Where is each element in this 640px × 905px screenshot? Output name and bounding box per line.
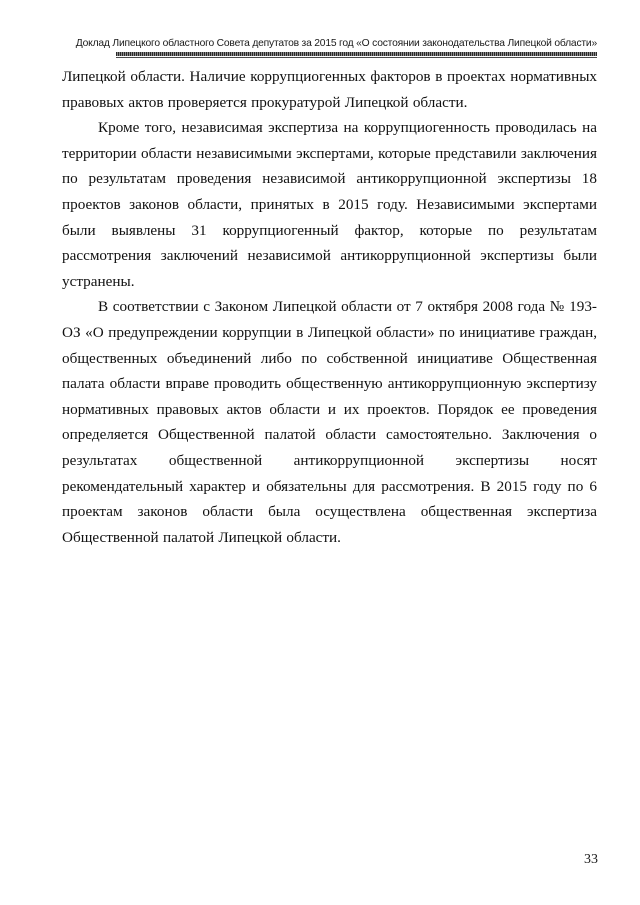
header-underline xyxy=(116,57,597,58)
header-double-rule xyxy=(116,52,597,56)
page-number: 33 xyxy=(584,852,598,867)
paragraph-continuation: Липецкой области. Наличие коррупциогенных факторов в проектах нормативных правовых актов проверяется прокуратурой Липецкой области. xyxy=(62,68,597,111)
running-header: Доклад Липецкого областного Совета депутатов за 2015 год «О состоянии законодательства Липецкой области» xyxy=(75,38,597,49)
paragraph-independent-expertise: Кроме того, независимая экспертиза на коррупциогенность проводилась на территории области независимыми экспертами, которые представили заключения по результатам проведения независимой антикоррупционной экспертизы 18 проектов законов области, принятых в 2015 году. Независимыми экспертами были выявлены 31 коррупциогенный фактор, которые по результатам рассмотрения заключений независимой антикоррупционной экспертизы были устранены. xyxy=(62,119,597,290)
document-body xyxy=(62,64,597,550)
paragraph-public-chamber-expertise: В соответствии с Законом Липецкой области от 7 октября 2008 года № 193-ОЗ «О предупреждении коррупции в Липецкой области» по инициативе граждан, общественных объединений либо по собственной инициативе Общественная палата области вправе проводить общественную антикоррупционную экспертизу нормативных правовых актов области и их проектов. Порядок ее проведения определяется Общественной палатой области самостоятельно. Заключения о результатах общественной антикоррупционной экспертизы носят рекомендательный характер и обязательны для рассмотрения. В 2015 году по 6 проектам законов области была осуществлена общественная экспертиза Общественной палатой Липецкой области. xyxy=(62,298,597,546)
